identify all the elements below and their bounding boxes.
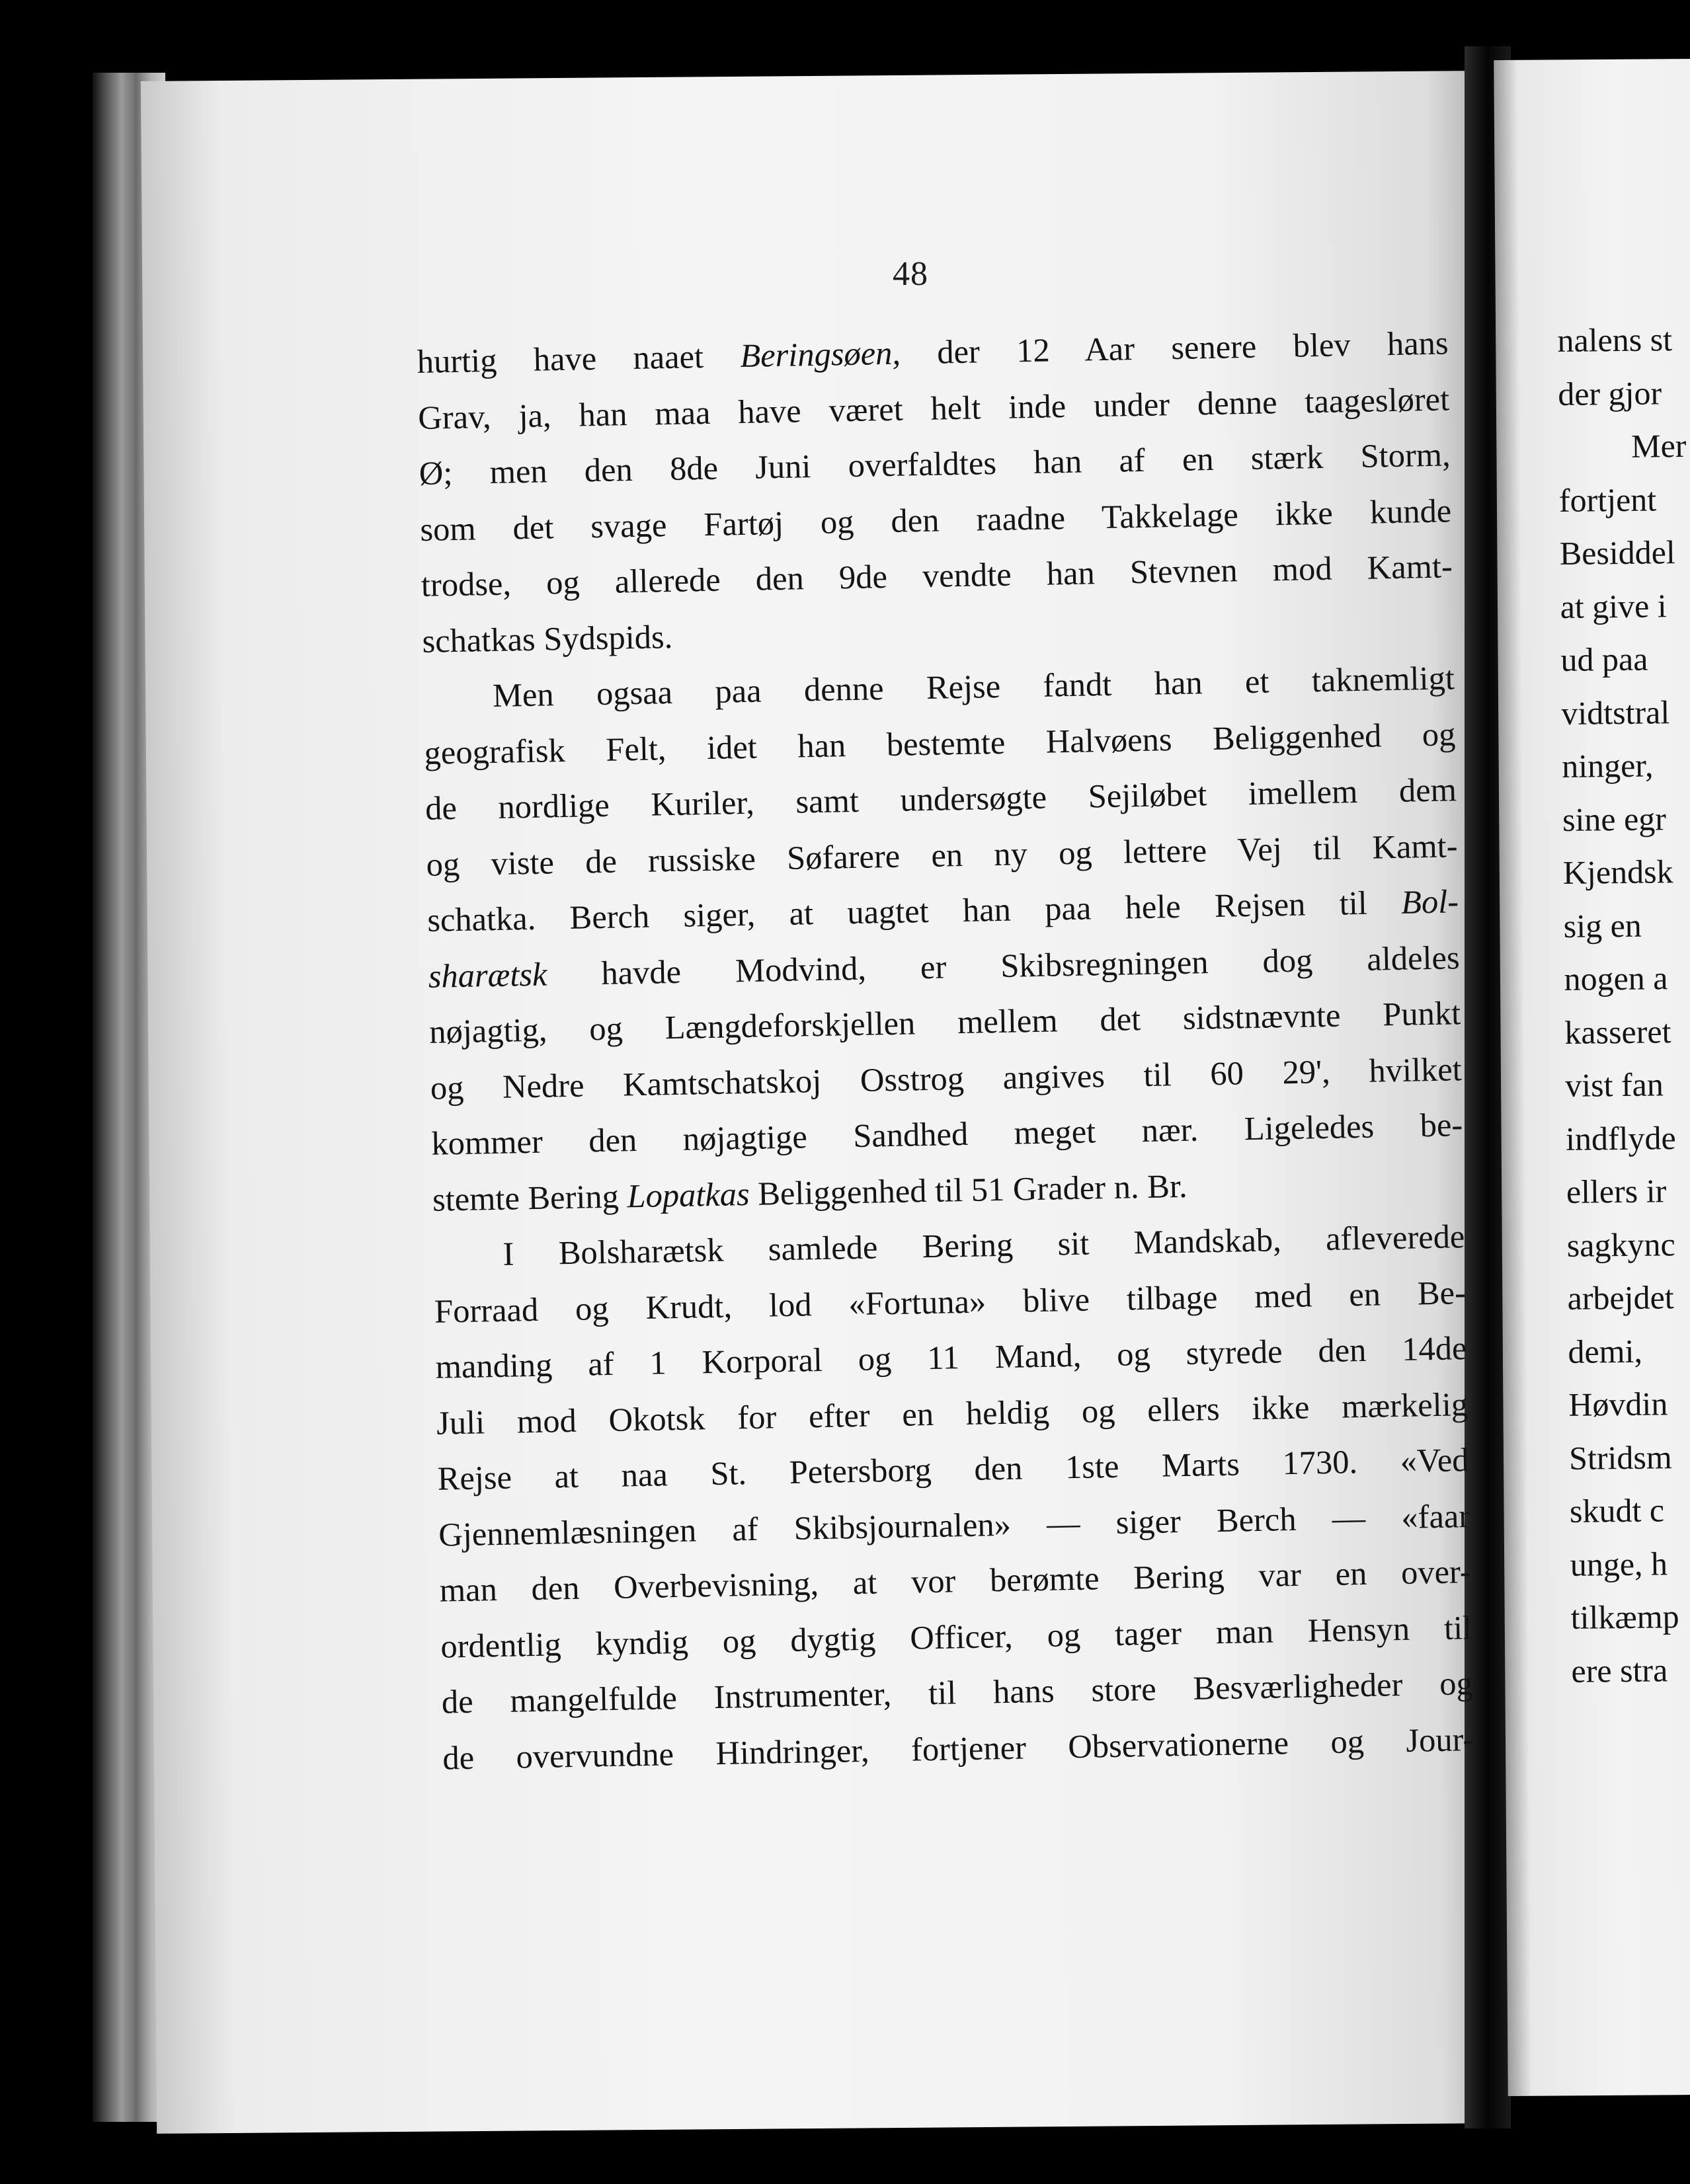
text-line: Ø; men den 8de Juni overfaldtes han af en stærk Storm,: [419, 436, 1451, 492]
right-page-body-text: [1557, 313, 1690, 1697]
text-line: stemte Bering Lopatkas Beliggenhed til 51 Grader n. Br.: [432, 1167, 1188, 1218]
text-line: nogen a: [1564, 959, 1668, 997]
text-line: kasseret: [1564, 1012, 1671, 1051]
text-line: nøjagtig, og Længdeforskjellen mellem det sidstnævnte Punkt: [428, 994, 1461, 1050]
text-line: vist fan: [1564, 1066, 1664, 1104]
left-page-body-text: [417, 315, 1474, 1785]
text-line: arbejdet: [1567, 1278, 1674, 1317]
text-line: Grav, ja, han maa have været helt inde under denne taagesløret: [417, 379, 1450, 436]
text-line: hurtig have naaet Beringsøen, der 12 Aar senere blev hans: [417, 324, 1449, 380]
text-line: ninger,: [1561, 746, 1654, 785]
text-line: schatkas Sydspids.: [421, 617, 673, 660]
text-line: ellers ir: [1566, 1172, 1667, 1210]
text-line: ud paa: [1560, 640, 1648, 678]
text-line: fortjent: [1558, 480, 1657, 519]
text-line: geografisk Felt, idet han bestemte Halvøens Beliggenhed og: [424, 715, 1456, 771]
text-line: Kjendsk: [1562, 853, 1673, 891]
text-line: demi,: [1568, 1332, 1643, 1370]
text-line: vidtstral: [1561, 693, 1670, 732]
page-number: 48: [893, 255, 928, 293]
text-line: skudt c: [1569, 1491, 1665, 1530]
text-line: Stridsm: [1568, 1438, 1672, 1477]
text-line: Besiddel: [1559, 533, 1676, 572]
text-line: Juli mod Okotsk for efter en heldig og ellers ikke mærkelig: [436, 1385, 1469, 1442]
text-line: sig en: [1563, 906, 1642, 945]
text-line: Mer: [1630, 426, 1687, 465]
text-line: I Bolsharætsk samlede Bering sit Mandskab, afleverede: [503, 1218, 1465, 1272]
text-line: Rejse at naa St. Petersborg den 1ste Marts 1730. «Ved: [437, 1441, 1469, 1497]
text-line: man den Overbevisning, at vor berømte Bering var en over-: [439, 1553, 1472, 1609]
text-line: tilkæmp: [1570, 1598, 1679, 1636]
text-line: der gjor: [1557, 373, 1662, 412]
text-line: indflyde: [1565, 1118, 1676, 1157]
text-line: sharætsk havde Modvind, er Skibsregningen dog aldeles: [428, 938, 1461, 995]
text-line: Forraad og Krudt, lod «Fortuna» blive tilbage med en Be-: [434, 1273, 1467, 1330]
text-line: trodse, og allerede den 9de vendte han Stevnen mod Kamt-: [421, 547, 1453, 604]
text-line: unge, h: [1570, 1544, 1668, 1583]
text-line: nalens st: [1557, 321, 1673, 359]
text-line: de nordlige Kuriler, samt undersøgte Sejiløbet imellem dem: [424, 771, 1457, 827]
text-line: de overvundne Hindringer, fortjener Observationerne og Jour-: [442, 1720, 1474, 1777]
text-line: sagkync: [1566, 1225, 1675, 1264]
text-line: ordentlig kyndig og dygtig Officer, og tager man Hensyn til: [440, 1608, 1472, 1665]
text-line: Men ogsaa paa denne Rejse fandt han et taknemligt: [492, 659, 1455, 714]
text-line: som det svage Fartøj og den raadne Takkelage ikke kunde: [419, 491, 1452, 548]
text-line: ere stra: [1571, 1651, 1668, 1690]
text-line: at give i: [1560, 586, 1667, 625]
text-line: og Nedre Kamtschatskoj Osstrog angives til 60 29', hvilket: [430, 1050, 1463, 1107]
text-line: manding af 1 Korporal og 11 Mand, og styrede den 14de: [435, 1329, 1467, 1385]
text-line: Høvdin: [1568, 1385, 1668, 1423]
text-line: sine egr: [1562, 799, 1667, 838]
text-line: de mangelfulde Instrumenter, til hans store Besværligheder og: [441, 1664, 1474, 1721]
text-line: schatka. Berch siger, at uagtet han paa hele Rejsen til Bol-: [426, 882, 1459, 939]
text-line: Gjennemlæsningen af Skibsjournalen» — siger Berch — «faar: [438, 1497, 1470, 1553]
text-line: kommer den nøjagtige Sandhed meget nær. Ligeledes be-: [430, 1106, 1463, 1162]
text-line: og viste de russiske Søfarere en ny og lettere Vej til Kamt-: [426, 826, 1458, 883]
